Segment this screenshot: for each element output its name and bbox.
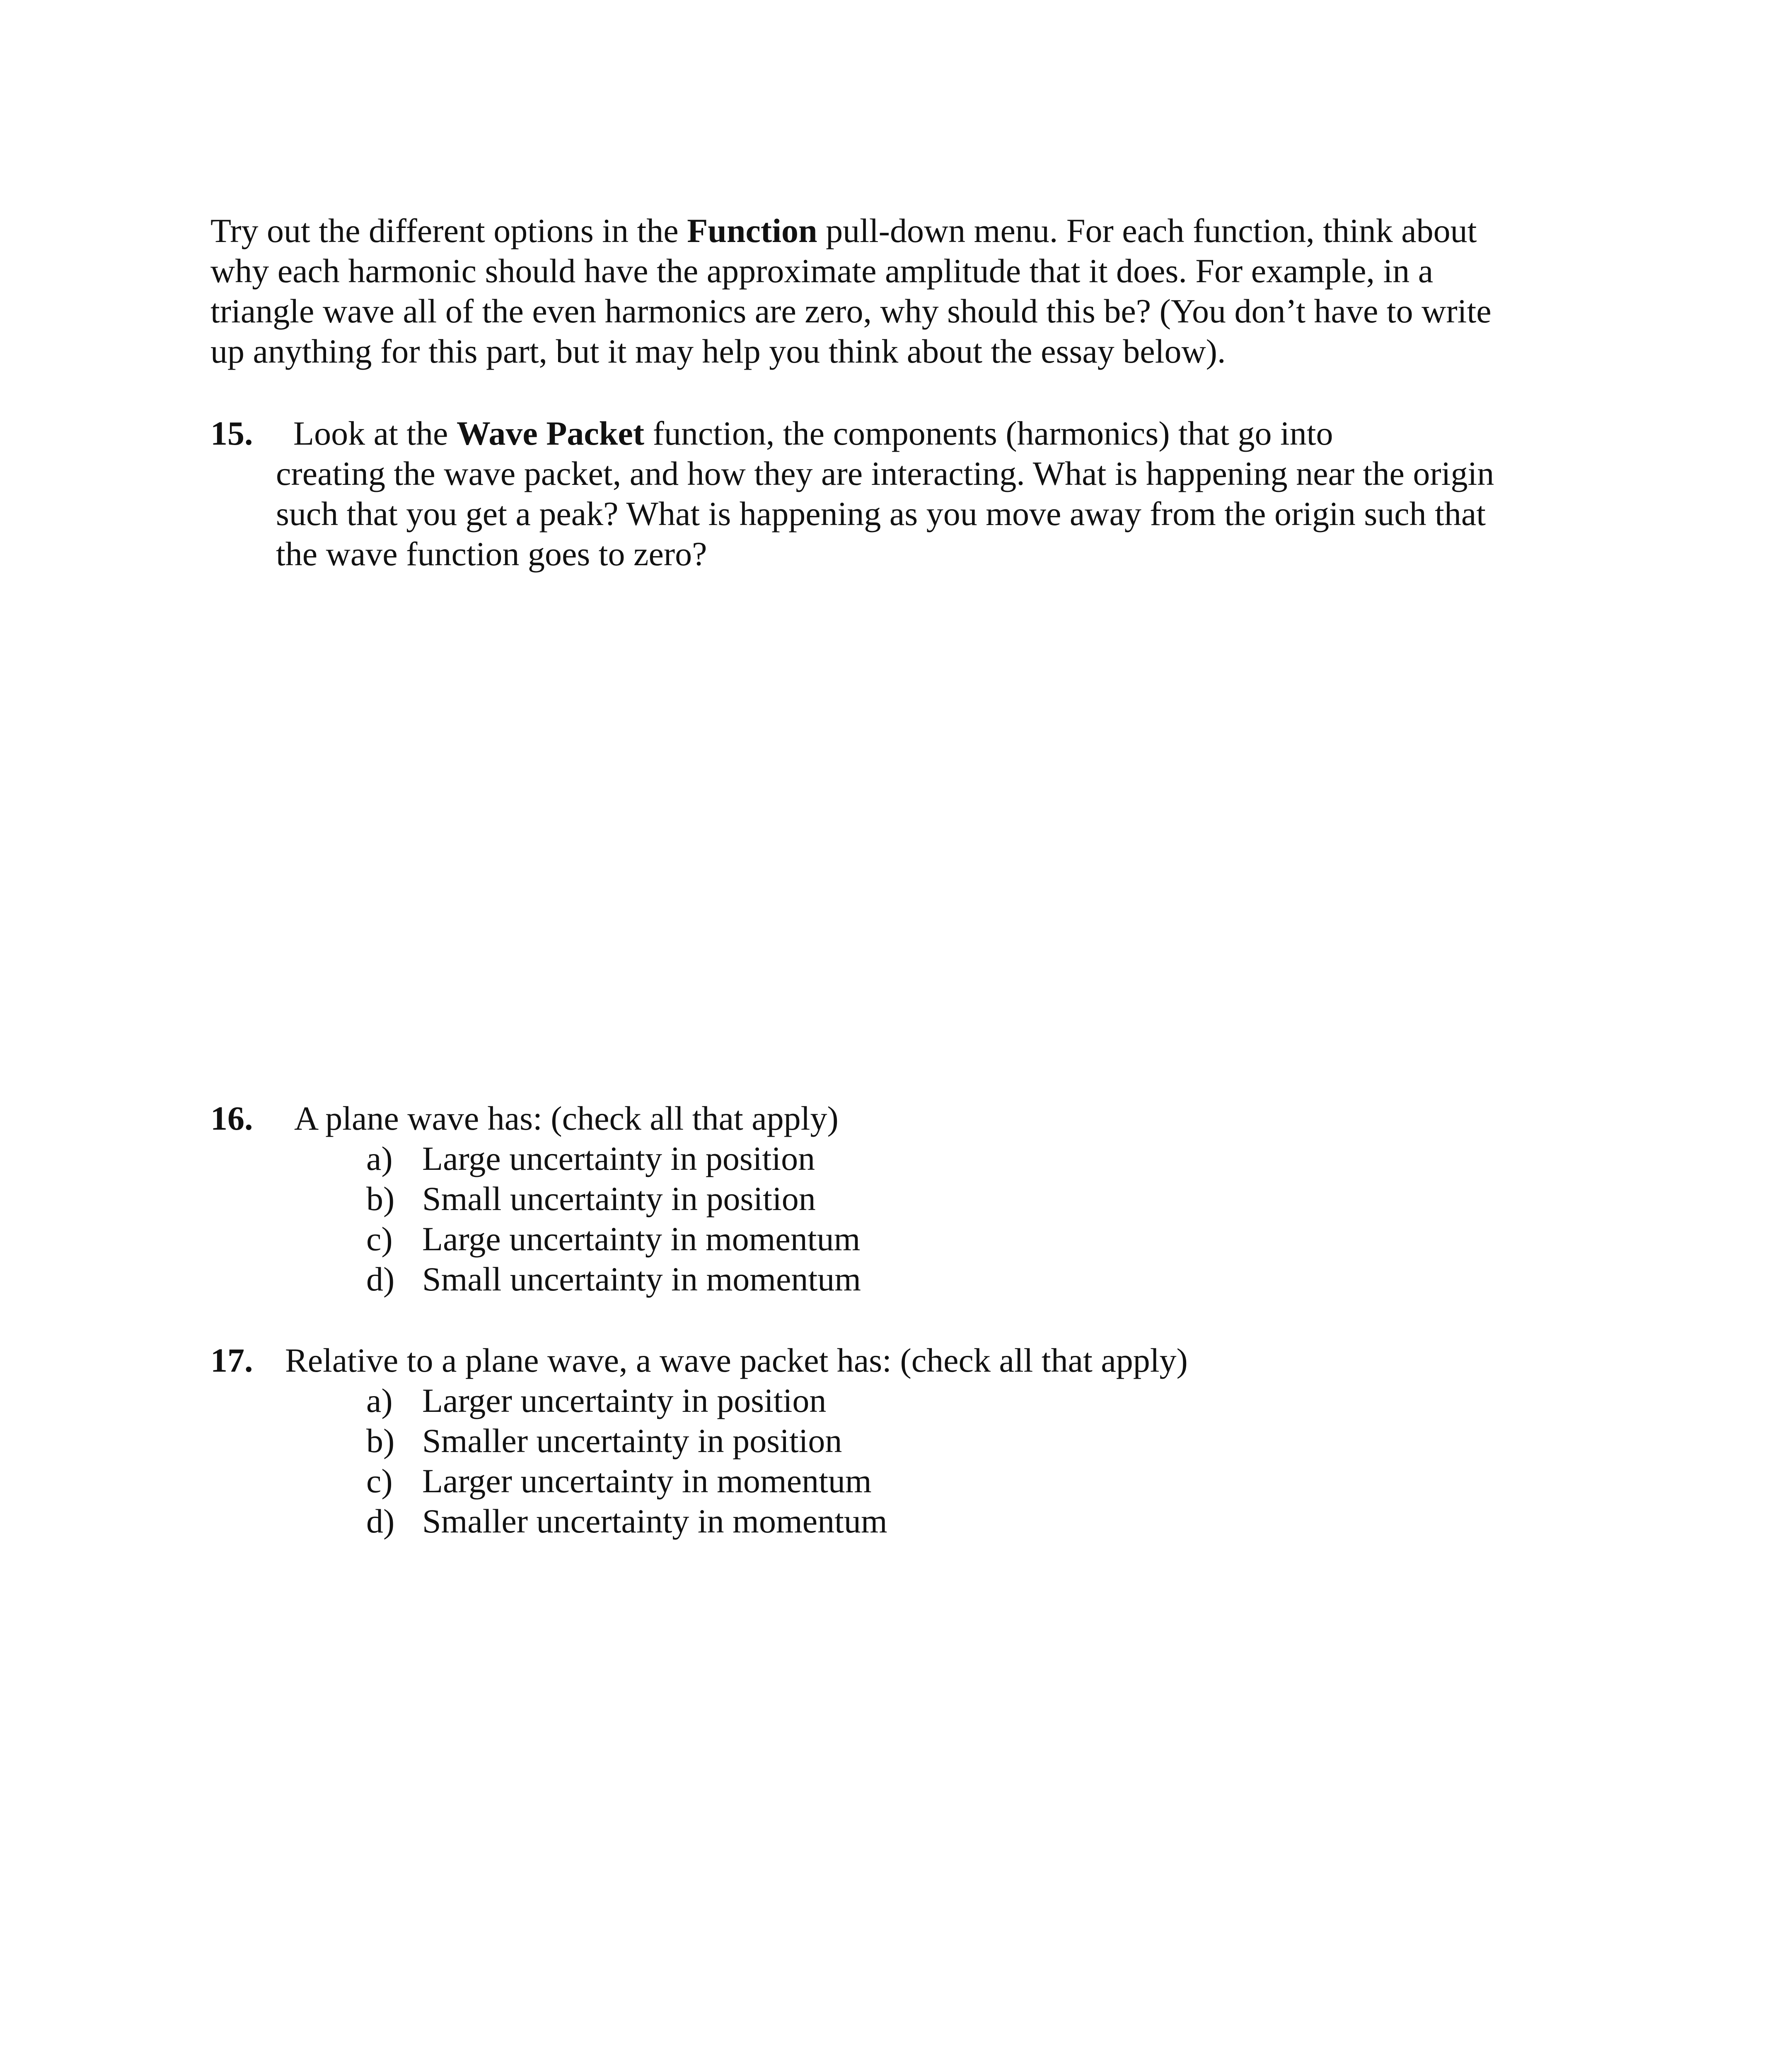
- question-17-option-c[interactable]: [366, 1461, 1188, 1501]
- question-17-option-d[interactable]: [366, 1501, 1188, 1541]
- question-15-text-b: function, the components (harmonics) that go into: [644, 414, 1333, 452]
- option-letter: b): [366, 1180, 395, 1218]
- question-16-option-a[interactable]: [366, 1138, 861, 1179]
- question-17-prompt-line: [210, 1340, 1188, 1380]
- option-letter: c): [366, 1462, 393, 1500]
- intro-paragraph: [210, 211, 1492, 371]
- option-text: Smaller uncertainty in momentum: [422, 1502, 887, 1540]
- intro-line-1-text-a: Try out the different options in the: [210, 212, 687, 249]
- intro-line-1: [210, 211, 1492, 251]
- question-15-text-a: Look at the: [293, 414, 457, 452]
- option-text: Larger uncertainty in position: [422, 1382, 827, 1419]
- question-17-prompt: Relative to a plane wave, a wave packet has: (check all that apply): [285, 1341, 1188, 1379]
- intro-line-1-text-b: pull-down menu. For each function, think about: [817, 212, 1477, 249]
- option-text: Large uncertainty in position: [422, 1140, 815, 1177]
- question-17-option-b[interactable]: [366, 1421, 1188, 1461]
- option-text: Large uncertainty in momentum: [422, 1220, 861, 1258]
- intro-line-4: up anything for this part, but it may help you think about the essay below).: [210, 332, 1226, 370]
- question-15-line-2: creating the wave packet, and how they are interacting. What is happening near the origin: [276, 455, 1494, 492]
- intro-line-2: why each harmonic should have the approximate amplitude that it does. For example, in a: [210, 252, 1434, 290]
- question-16-option-b[interactable]: [366, 1179, 861, 1219]
- option-text: Larger uncertainty in momentum: [422, 1462, 872, 1500]
- question-16-options: [210, 1138, 861, 1299]
- question-16: [210, 1098, 861, 1299]
- question-17: [210, 1340, 1188, 1541]
- function-menu-name: Function: [687, 212, 817, 249]
- question-17-option-a[interactable]: [366, 1380, 1188, 1421]
- option-text: Small uncertainty in momentum: [422, 1260, 861, 1298]
- option-text: Smaller uncertainty in position: [422, 1422, 842, 1460]
- option-text: Small uncertainty in position: [422, 1180, 816, 1218]
- option-letter: d): [366, 1260, 395, 1298]
- option-letter: c): [366, 1220, 393, 1258]
- option-letter: a): [366, 1382, 393, 1419]
- question-16-prompt: A plane wave has: (check all that apply): [294, 1099, 839, 1137]
- question-15-line-4: the wave function goes to zero?: [276, 535, 707, 573]
- question-15: [210, 413, 1494, 574]
- question-15-number: 15.: [210, 414, 253, 452]
- question-16-option-c[interactable]: [366, 1219, 861, 1259]
- question-15-line-1: [210, 413, 1494, 453]
- question-16-prompt-line: [210, 1098, 861, 1138]
- option-letter: a): [366, 1140, 393, 1177]
- question-17-options: [210, 1380, 1188, 1541]
- question-16-number: 16.: [210, 1099, 253, 1137]
- question-16-option-d[interactable]: [366, 1259, 861, 1299]
- wave-packet-name: Wave Packet: [456, 414, 645, 452]
- question-15-line-3: such that you get a peak? What is happening as you move away from the origin such that: [276, 495, 1486, 533]
- intro-line-3: triangle wave all of the even harmonics are zero, why should this be? (You don’t have to write: [210, 292, 1492, 330]
- option-letter: b): [366, 1422, 395, 1460]
- question-17-number: 17.: [210, 1341, 253, 1379]
- option-letter: d): [366, 1502, 395, 1540]
